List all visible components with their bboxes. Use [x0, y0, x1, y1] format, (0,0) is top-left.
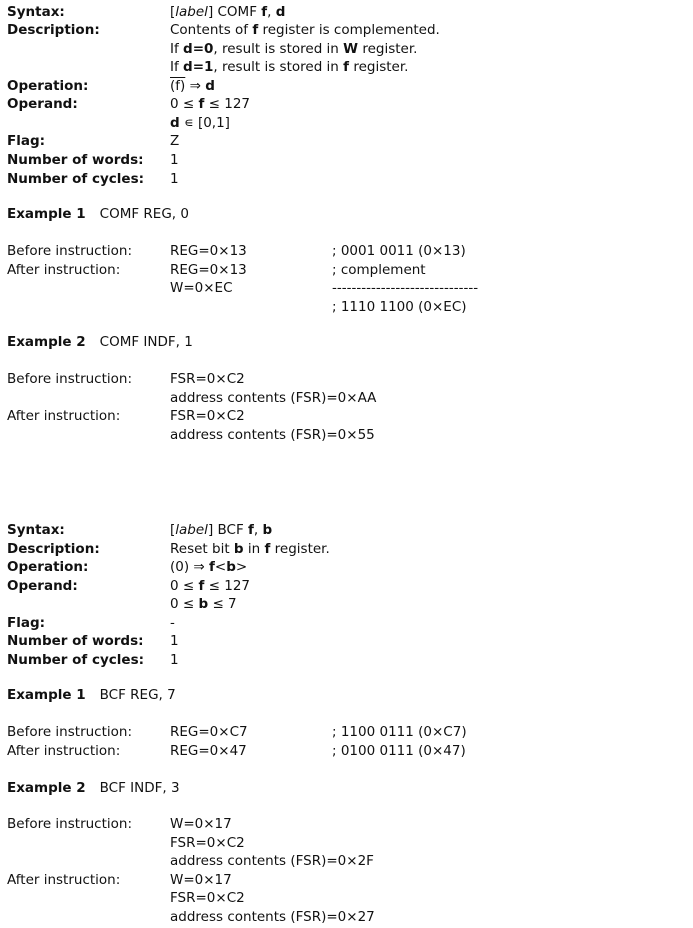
comf-desc-line2: If d=0, result is stored in W register.	[170, 41, 418, 57]
bcf-operand-label: Operand:	[7, 578, 78, 594]
bcf-desc-line1: Reset bit b in f register.	[170, 541, 330, 557]
bcf-ex1-before-label: Before instruction:	[7, 724, 133, 740]
bcf-ex2-after-fsr: FSR=0×C2	[170, 890, 245, 906]
comf-ex1-result-comment: ; 1110 1100 (0×EC)	[332, 299, 467, 315]
bcf-ex2-before-fsr: FSR=0×C2	[170, 835, 245, 851]
bcf-ex2-before-label: Before instruction:	[7, 816, 133, 832]
bcf-ex1-after-comment: ; 0100 0111 (0×47)	[332, 743, 466, 759]
comf-operation-label: Operation:	[7, 78, 89, 94]
comf-ex2-after-label: After instruction:	[7, 408, 121, 424]
comf-ex1-before-value: REG=0×13	[170, 243, 247, 259]
comf-ex1-after-comment: ; complement	[332, 262, 426, 278]
comf-syntax-label: Syntax:	[7, 4, 65, 20]
comf-ex1-before-comment: ; 0001 0011 (0×13)	[332, 243, 466, 259]
comf-operand-d: d ∊ [0,1]	[170, 115, 230, 131]
comf-cycles-label: Number of cycles:	[7, 171, 145, 187]
comf-ex1-w-value: W=0×EC	[170, 280, 233, 296]
bcf-ex1-before-value: REG=0×C7	[170, 724, 248, 740]
comf-flag-label: Flag:	[7, 133, 46, 149]
comf-words: 1	[170, 152, 179, 168]
bcf-words-label: Number of words:	[7, 633, 144, 649]
bcf-ex2-after-label: After instruction:	[7, 872, 121, 888]
bcf-ex2-after-address: address contents (FSR)=0×27	[170, 909, 375, 925]
bcf-ex2-before-w: W=0×17	[170, 816, 232, 832]
bcf-ex2-before-address: address contents (FSR)=0×2F	[170, 853, 374, 869]
comf-ex2-after-address: address contents (FSR)=0×55	[170, 427, 375, 443]
bcf-syntax: [label] BCF f, b	[170, 522, 273, 538]
comf-example2-heading: Example 2 COMF INDF, 1	[7, 334, 193, 350]
bcf-operand-f: 0 ≤ f ≤ 127	[170, 578, 251, 594]
bcf-example2-heading: Example 2 BCF INDF, 3	[7, 780, 180, 796]
comf-words-label: Number of words:	[7, 152, 144, 168]
comf-ex1-before-label: Before instruction:	[7, 243, 133, 259]
bcf-syntax-label: Syntax:	[7, 522, 65, 538]
comf-ex1-after-label: After instruction:	[7, 262, 121, 278]
bcf-flag-label: Flag:	[7, 615, 46, 631]
comf-cycles: 1	[170, 171, 179, 187]
bcf-flag: -	[170, 615, 175, 631]
comf-ex2-after-fsr: FSR=0×C2	[170, 408, 245, 424]
comf-flag: Z	[170, 133, 180, 149]
bcf-example1-heading: Example 1 BCF REG, 7	[7, 687, 176, 703]
comf-operand-label: Operand:	[7, 96, 78, 112]
bcf-operand-b: 0 ≤ b ≤ 7	[170, 596, 237, 612]
bcf-ex2-after-w: W=0×17	[170, 872, 232, 888]
bcf-description-label: Description:	[7, 541, 100, 557]
bcf-cycles-label: Number of cycles:	[7, 652, 145, 668]
comf-desc-line3: If d=1, result is stored in f register.	[170, 59, 409, 75]
comf-ex1-after-value: REG=0×13	[170, 262, 247, 278]
comf-operand-f: 0 ≤ f ≤ 127	[170, 96, 251, 112]
bcf-operation: (0) ⇒ f<b>	[170, 559, 248, 575]
comf-operation: (f) ⇒ d	[170, 78, 215, 94]
bcf-operation-label: Operation:	[7, 559, 89, 575]
comf-ex2-before-fsr: FSR=0×C2	[170, 371, 245, 387]
bcf-ex1-before-comment: ; 1100 0111 (0×C7)	[332, 724, 467, 740]
comf-ex1-dash-line: ------------------------------	[332, 280, 479, 296]
comf-ex2-before-address: address contents (FSR)=0×AA	[170, 390, 377, 406]
comf-ex2-before-label: Before instruction:	[7, 371, 133, 387]
bcf-ex1-after-value: REG=0×47	[170, 743, 247, 759]
comf-description-label: Description:	[7, 22, 100, 38]
comf-syntax: [label] COMF f, d	[170, 4, 286, 20]
bcf-ex1-after-label: After instruction:	[7, 743, 121, 759]
comf-desc-line1: Contents of f register is complemented.	[170, 22, 440, 38]
comf-example1-heading: Example 1 COMF REG, 0	[7, 206, 189, 222]
bcf-words: 1	[170, 633, 179, 649]
bcf-cycles: 1	[170, 652, 179, 668]
